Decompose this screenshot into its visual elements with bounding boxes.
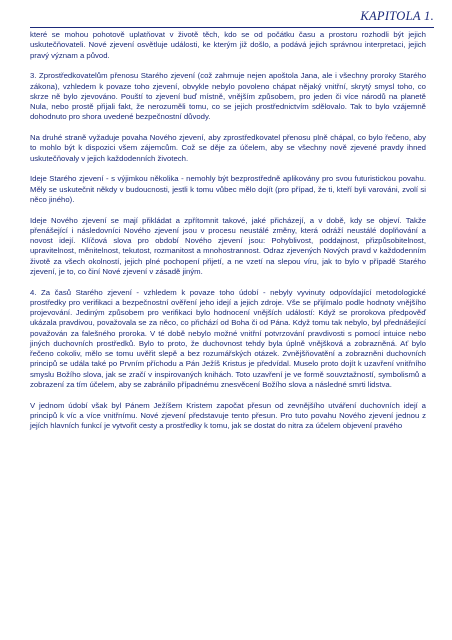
paragraph-3: 3. Zprostředkovatelům přenosu Starého zjevení (což zahrnuje nejen apoštola Jana, ale i všechny proroky Starého zákona), vzhledem k povaze toho zjevení, obvykle nebylo povoleno chápat nějaký vnitřní, skrytý smysl toho, co skrze ně bylo zjevováno. Pouští to zjevení buď místně, vnějším způsobem, pro jeden či více národů na planetě Nula, nebo prostě přijali fakt, že nerozuměli tomu, co se jejich prostřednictvím sdělovalo. Tak to bylo vzájemně dohodnuto pro shora uvedené bezpečnostní důvody.	[30, 71, 426, 122]
body-text	[30, 30, 426, 442]
chapter-header: KAPITOLA 1.	[360, 9, 434, 23]
paragraph-old-revelation-ideas: Ideje Starého zjevení - s výjimkou několika - nemohly být bezprostředně aplikovány pro svou futuristickou povahu. Měly se uskutečnit někdy v budoucnosti, jestli k tomu vůbec mělo dojít (pro případ, že ti, kteří byli varováni, zvolí si něco jiného).	[30, 174, 426, 204]
paragraph-new-revelation-ideas: Ideje Nového zjevení se mají přikládat a zpřítomnit takové, jaké přicházejí, a v době, kdy se objeví. Takže přenášející i následovníci Nového zjevení jsou v procesu neustálé změny, která odráží neustálé doplňování a novost idejí. Klíčová slova pro období Nového zjevení jsou: Pohyblivost, poddajnost, přizpůsobitelnost, upravitelnost, měnitelnost, tekutost, rozmanitost a mnohostrannost. Odraz zjevených Nových pravd v každodenním životě za všech okolností, jejich plné pochopení přijetí, a ne vzetí na slepou víru, jak to bylo v případě Starého zjevení, je to, co činí Nové zjevení v zásadě jiným.	[30, 215, 426, 276]
paragraph-continuation: které se mohou pohotově uplatňovat v životě těch, kdo se od počátku času a prostoru rozhodli být jejich uskutečňovateli. Nové zjevení osvětluje události, ke kterým již došlo, a podává jejich správnou interpretaci, jejich pravý význam a původ.	[30, 30, 426, 60]
header-rule	[30, 27, 434, 28]
paragraph-transition: V jednom údobí však byl Pánem Ježíšem Kristem započat přesun od zevnějšího utváření duchovních idejí a principů k víc a více vnitřnímu. Nové zjevení představuje tento přesun. Pro tuto povahu Nového zjevení jednou z jejích hlavních funkcí je vytvořit cesty a prostředky k tomu, jak se dostat do nitra za účelem objevení pravého	[30, 400, 426, 430]
paragraph-new-revelation-nature: Na druhé straně vyžaduje povaha Nového zjevení, aby zprostředkovatel přenosu plně chápal, co bylo řečeno, aby to mohlo být k dispozici všem zájemcům. Což se děje za účelem, aby se všechny nově zjevené pravdy ihned uskutečňovaly v jejich každodenních životech.	[30, 133, 426, 163]
paragraph-4: 4. Za časů Starého zjevení - vzhledem k povaze toho údobí - nebyly vyvinuty odpovídající metodologické prostředky pro verifikaci a bezpečnostní ověření jeho idejí a jejich zdroje. Vše se přijímalo podle hodnoty vnějšího projevování. Jediným způsobem pro verifikaci bylo hodnocení vnějších událostí: Když se prorokova předpověď ukázala pravdivou, považovala se za něco, co přichází od Boha či od Pána. Když tomu tak nebylo, byl přednášející považován za falešného proroka. V té době nebylo možné vnitřní potvrzování pravdivosti s pomocí intuice nebo jiných duchovních prostředků. Bylo to proto, že duchovnost tehdy byla úplně vnějšková a zobrazněná. Ať bylo řečeno cokoliv, mělo se tomu uvěřit slepě a bez rozumářských otázek. Zvnějšňovatění a zobrazněni duchovních principů se udála také po Prvním příchodu a Pán Ježíš Kristus je předvídal. Muselo proto dojít k uzavření vnitřního smyslu Božího slova, jak se zračí v inspirovaných knihách. Toto uzavření je ve formě souvztažností, symbolismů a zobrazení za tím účelem, aby se zabránilo případnému znesvěcení Božího slova a následné smrti lidstva.	[30, 287, 426, 389]
